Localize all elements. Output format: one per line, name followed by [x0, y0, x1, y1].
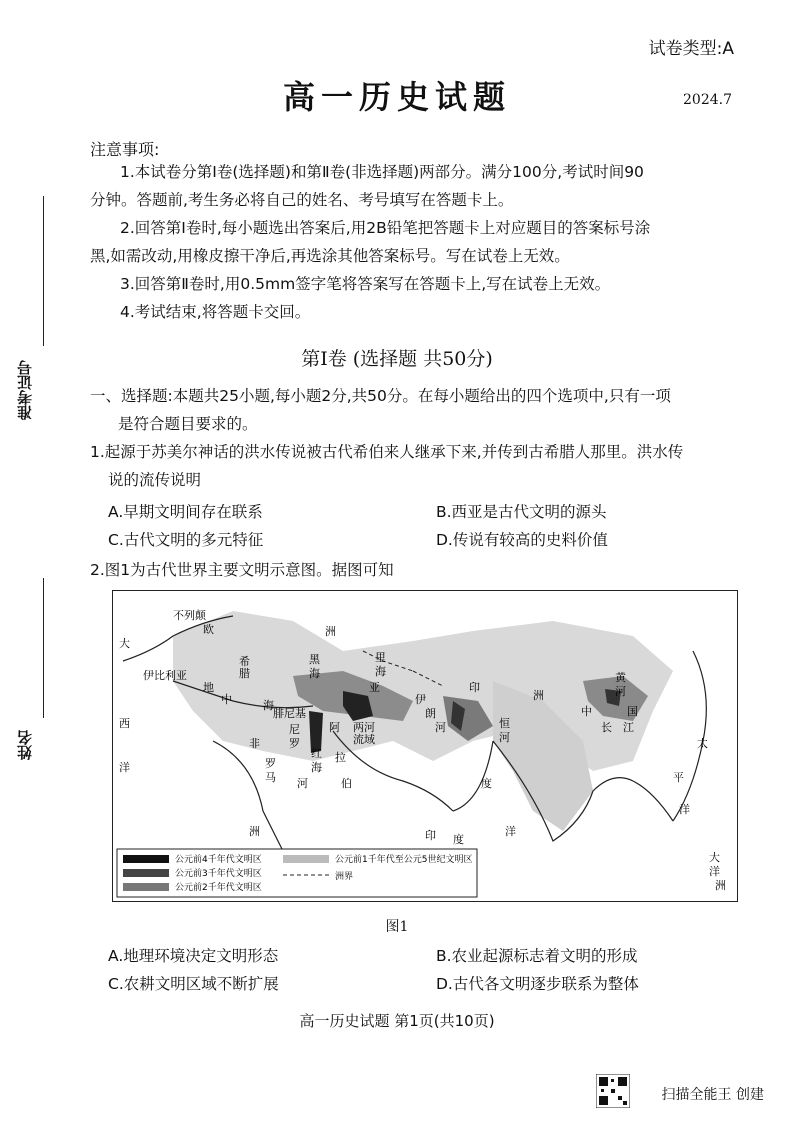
map-label: 国 [627, 705, 638, 718]
part-intro: 是符合题目要求的。 [118, 415, 258, 433]
map-label: 欧 [203, 623, 214, 636]
map-label: 洲 [325, 625, 336, 638]
map-label: 红 [311, 747, 322, 760]
map-label: 洲 [715, 879, 726, 892]
page-footer: 高一历史试题 第1页(共10页) [299, 1012, 495, 1030]
map-label: 河 [615, 685, 626, 698]
map-label: 伊 [415, 693, 426, 706]
note-line: 1.本试卷分第Ⅰ卷(选择题)和第Ⅱ卷(非选择题)两部分。满分100分,考试时间90 [120, 163, 644, 181]
legend-swatch [283, 855, 329, 863]
map-label: 河 [435, 721, 446, 734]
map-label: 洋 [679, 803, 690, 816]
q1-option-d[interactable]: D.传说有较高的史料价值 [436, 531, 608, 549]
map-label: 亚 [369, 681, 380, 694]
q1-option-c[interactable]: C.古代文明的多元特征 [108, 531, 264, 549]
notes-heading: 注意事项: [90, 140, 160, 159]
map-label: 印 [469, 681, 480, 694]
map-label: 洋 [119, 761, 130, 774]
legend-swatch [123, 869, 169, 877]
map-label: 阿 [329, 721, 340, 734]
q2-option-a[interactable]: A.地理环境决定文明形态 [108, 947, 279, 965]
q1-option-a[interactable]: A.早期文明间存在联系 [108, 503, 263, 521]
map-label: 海 [311, 761, 322, 774]
map-label: 洋 [505, 825, 516, 838]
map-label: 平 [673, 771, 684, 784]
name-label: 姓名 [16, 730, 34, 760]
qr-code-icon [596, 1074, 630, 1108]
map-label: 洲 [249, 825, 260, 838]
map-label: 里 [375, 651, 386, 664]
exam-no-line [43, 196, 44, 346]
map-label: 伯 [341, 777, 352, 790]
legend-label: 公元前2千年代文明区 [175, 883, 262, 893]
map-label: 伊比利亚 [143, 669, 187, 682]
map-label: 罗 [289, 737, 300, 750]
section-title: 第Ⅰ卷 (选择题 共50分) [301, 348, 493, 370]
map-svg [113, 591, 737, 901]
map-label: 拉 [335, 751, 346, 764]
note-line: 4.考试结束,将答题卡交回。 [120, 303, 311, 321]
map-label: 中 [221, 693, 232, 706]
map-label: 两河 [353, 721, 375, 734]
question-1-stem: 说的流传说明 [108, 471, 202, 489]
map-label: 马 [265, 771, 276, 784]
map-label: 西 [119, 717, 130, 730]
name-line [43, 578, 44, 718]
legend-label: 公元前4千年代文明区 [175, 855, 262, 865]
map-label: 洋 [709, 865, 720, 878]
q1-option-b[interactable]: B.西亚是古代文明的源头 [436, 503, 607, 521]
legend-swatch [123, 883, 169, 891]
map-label: 罗 [265, 757, 276, 770]
map-label: 腓尼基 [273, 707, 306, 720]
q2-option-d[interactable]: D.古代各文明逐步联系为整体 [436, 975, 639, 993]
map-label: 非 [249, 737, 260, 750]
map-label: 河 [499, 731, 510, 744]
map-label: 大 [709, 851, 720, 864]
page-title: 高一历史试题 [282, 78, 511, 116]
map-label: 地 [203, 681, 214, 694]
map-label: 长 [601, 721, 612, 734]
note-line: 黑,如需改动,用橡皮擦干净后,再选涂其他答案标号。写在试卷上无效。 [90, 247, 570, 265]
map-label: 腊 [239, 667, 250, 680]
q2-option-b[interactable]: B.农业起源标志着文明的形成 [436, 947, 638, 965]
map-label: 江 [623, 721, 634, 734]
legend-label: 公元前3千年代文明区 [175, 869, 262, 879]
map-label: 度 [481, 777, 492, 790]
map-label: 度 [453, 833, 464, 846]
map-label: 海 [263, 699, 274, 712]
world-civilizations-map [112, 590, 738, 902]
exam-date: 2024.7 [683, 92, 732, 108]
note-line: 2.回答第Ⅰ卷时,每小题选出答案后,用2B铅笔把答题卡上对应题目的答案标号涂 [120, 219, 651, 237]
question-2-stem: 2.图1为古代世界主要文明示意图。据图可知 [90, 561, 394, 579]
legend-swatch [123, 855, 169, 863]
map-label: 海 [375, 665, 386, 678]
legend-label: 公元前1千年代至公元5世纪文明区 [335, 855, 473, 865]
map-label: 海 [309, 667, 320, 680]
scanner-watermark: 扫描全能王 创建 [661, 1087, 764, 1103]
map-label: 流域 [353, 733, 375, 746]
map-label: 印 [425, 829, 436, 842]
q2-option-c[interactable]: C.农耕文明区域不断扩展 [108, 975, 279, 993]
figure-caption: 图1 [385, 919, 409, 935]
map-label: 太 [697, 737, 708, 750]
legend-label: 洲界 [335, 872, 354, 882]
map-label: 黄 [615, 671, 626, 684]
question-1-stem: 1.起源于苏美尔神话的洪水传说被古代希伯来人继承下来,并传到古希腊人那里。洪水传 [90, 443, 684, 461]
map-label: 大 [119, 637, 130, 650]
map-label: 不列颠 [173, 609, 206, 622]
paper-type: 试卷类型:A [648, 39, 734, 59]
exam-no-label: 准考证号 [16, 360, 34, 420]
map-label: 恒 [499, 717, 510, 730]
part-intro: 一、选择题:本题共25小题,每小题2分,共50分。在每小题给出的四个选项中,只有一项 [90, 387, 671, 405]
map-label: 河 [297, 777, 308, 790]
map-label: 黑 [309, 653, 320, 666]
map-label: 朗 [425, 707, 436, 720]
note-line: 分钟。答题前,考生务必将自己的姓名、考号填写在答题卡上。 [90, 191, 514, 209]
map-label: 尼 [289, 723, 300, 736]
map-label: 希 [239, 655, 250, 668]
map-label: 洲 [533, 689, 544, 702]
note-line: 3.回答第Ⅱ卷时,用0.5mm签字笔将答案写在答题卡上,写在试卷上无效。 [120, 275, 611, 293]
map-label: 中 [581, 705, 592, 718]
